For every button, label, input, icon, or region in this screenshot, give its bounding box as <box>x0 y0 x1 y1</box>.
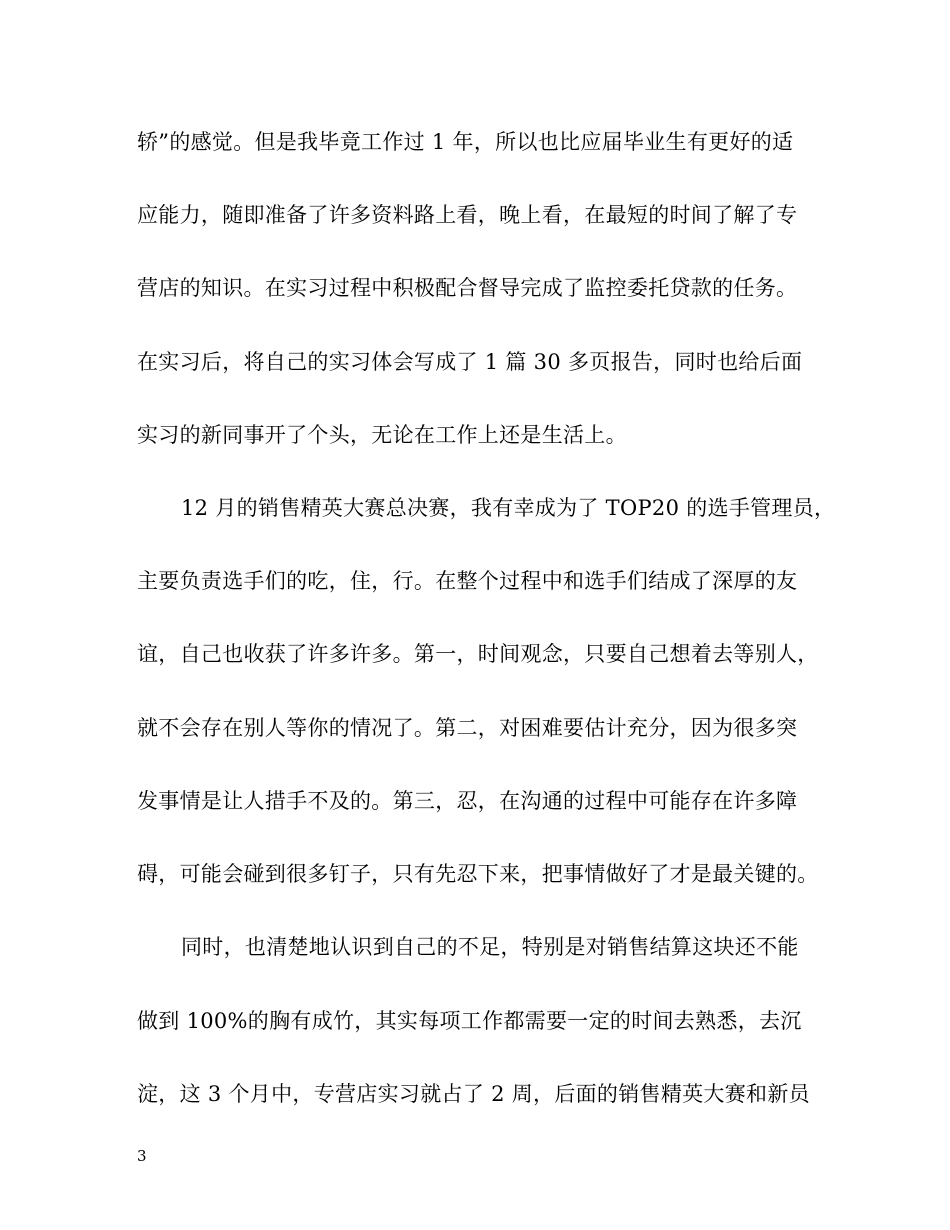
text-line: 谊，自己也收获了许多许多。第一，时间观念，只要自己想着去等别人， <box>137 642 819 666</box>
text-line: 做到 100%的胸有成竹，其实每项工作都需要一定的时间去熟悉，去沉 <box>137 1009 802 1033</box>
text-line: 碍，可能会碰到很多钉子，只有先忍下来，把事情做好了才是最关键的。 <box>137 862 819 886</box>
text-line: 主要负责选手们的吃，住，行。在整个过程中和选手们结成了深厚的友 <box>137 569 798 593</box>
text-line: 应能力，随即准备了许多资料路上看，晚上看，在最短的时间了解了专 <box>137 203 798 227</box>
text-line: 发事情是让人措手不及的。第三，忍，在沟通的过程中可能存在许多障 <box>137 789 798 813</box>
paragraph-first-line: 12 月的销售精英大赛总决赛，我有幸成为了 TOP20 的选手管理员， <box>181 496 836 520</box>
paragraph-first-line: 同时，也清楚地认识到自己的不足，特别是对销售结算这块还不能 <box>181 935 799 959</box>
text-line: 轿”的感觉。但是我毕竟工作过 1 年，所以也比应届毕业生有更好的适 <box>137 130 794 154</box>
text-line: 营店的知识。在实习过程中积极配合督导完成了监控委托贷款的任务。 <box>137 276 798 300</box>
page-number: 3 <box>137 1147 147 1165</box>
text-line: 淀，这 3 个月中，专营店实习就占了 2 周，后面的销售精英大赛和新员 <box>137 1082 810 1106</box>
text-line: 实习的新同事开了个头，无论在工作上还是生活上。 <box>137 423 627 447</box>
text-line: 就不会存在别人等你的情况了。第二，对困难要估计充分，因为很多突 <box>137 716 798 740</box>
text-line: 在实习后，将自己的实习体会写成了 1 篇 30 多页报告，同时也给后面 <box>137 350 803 374</box>
